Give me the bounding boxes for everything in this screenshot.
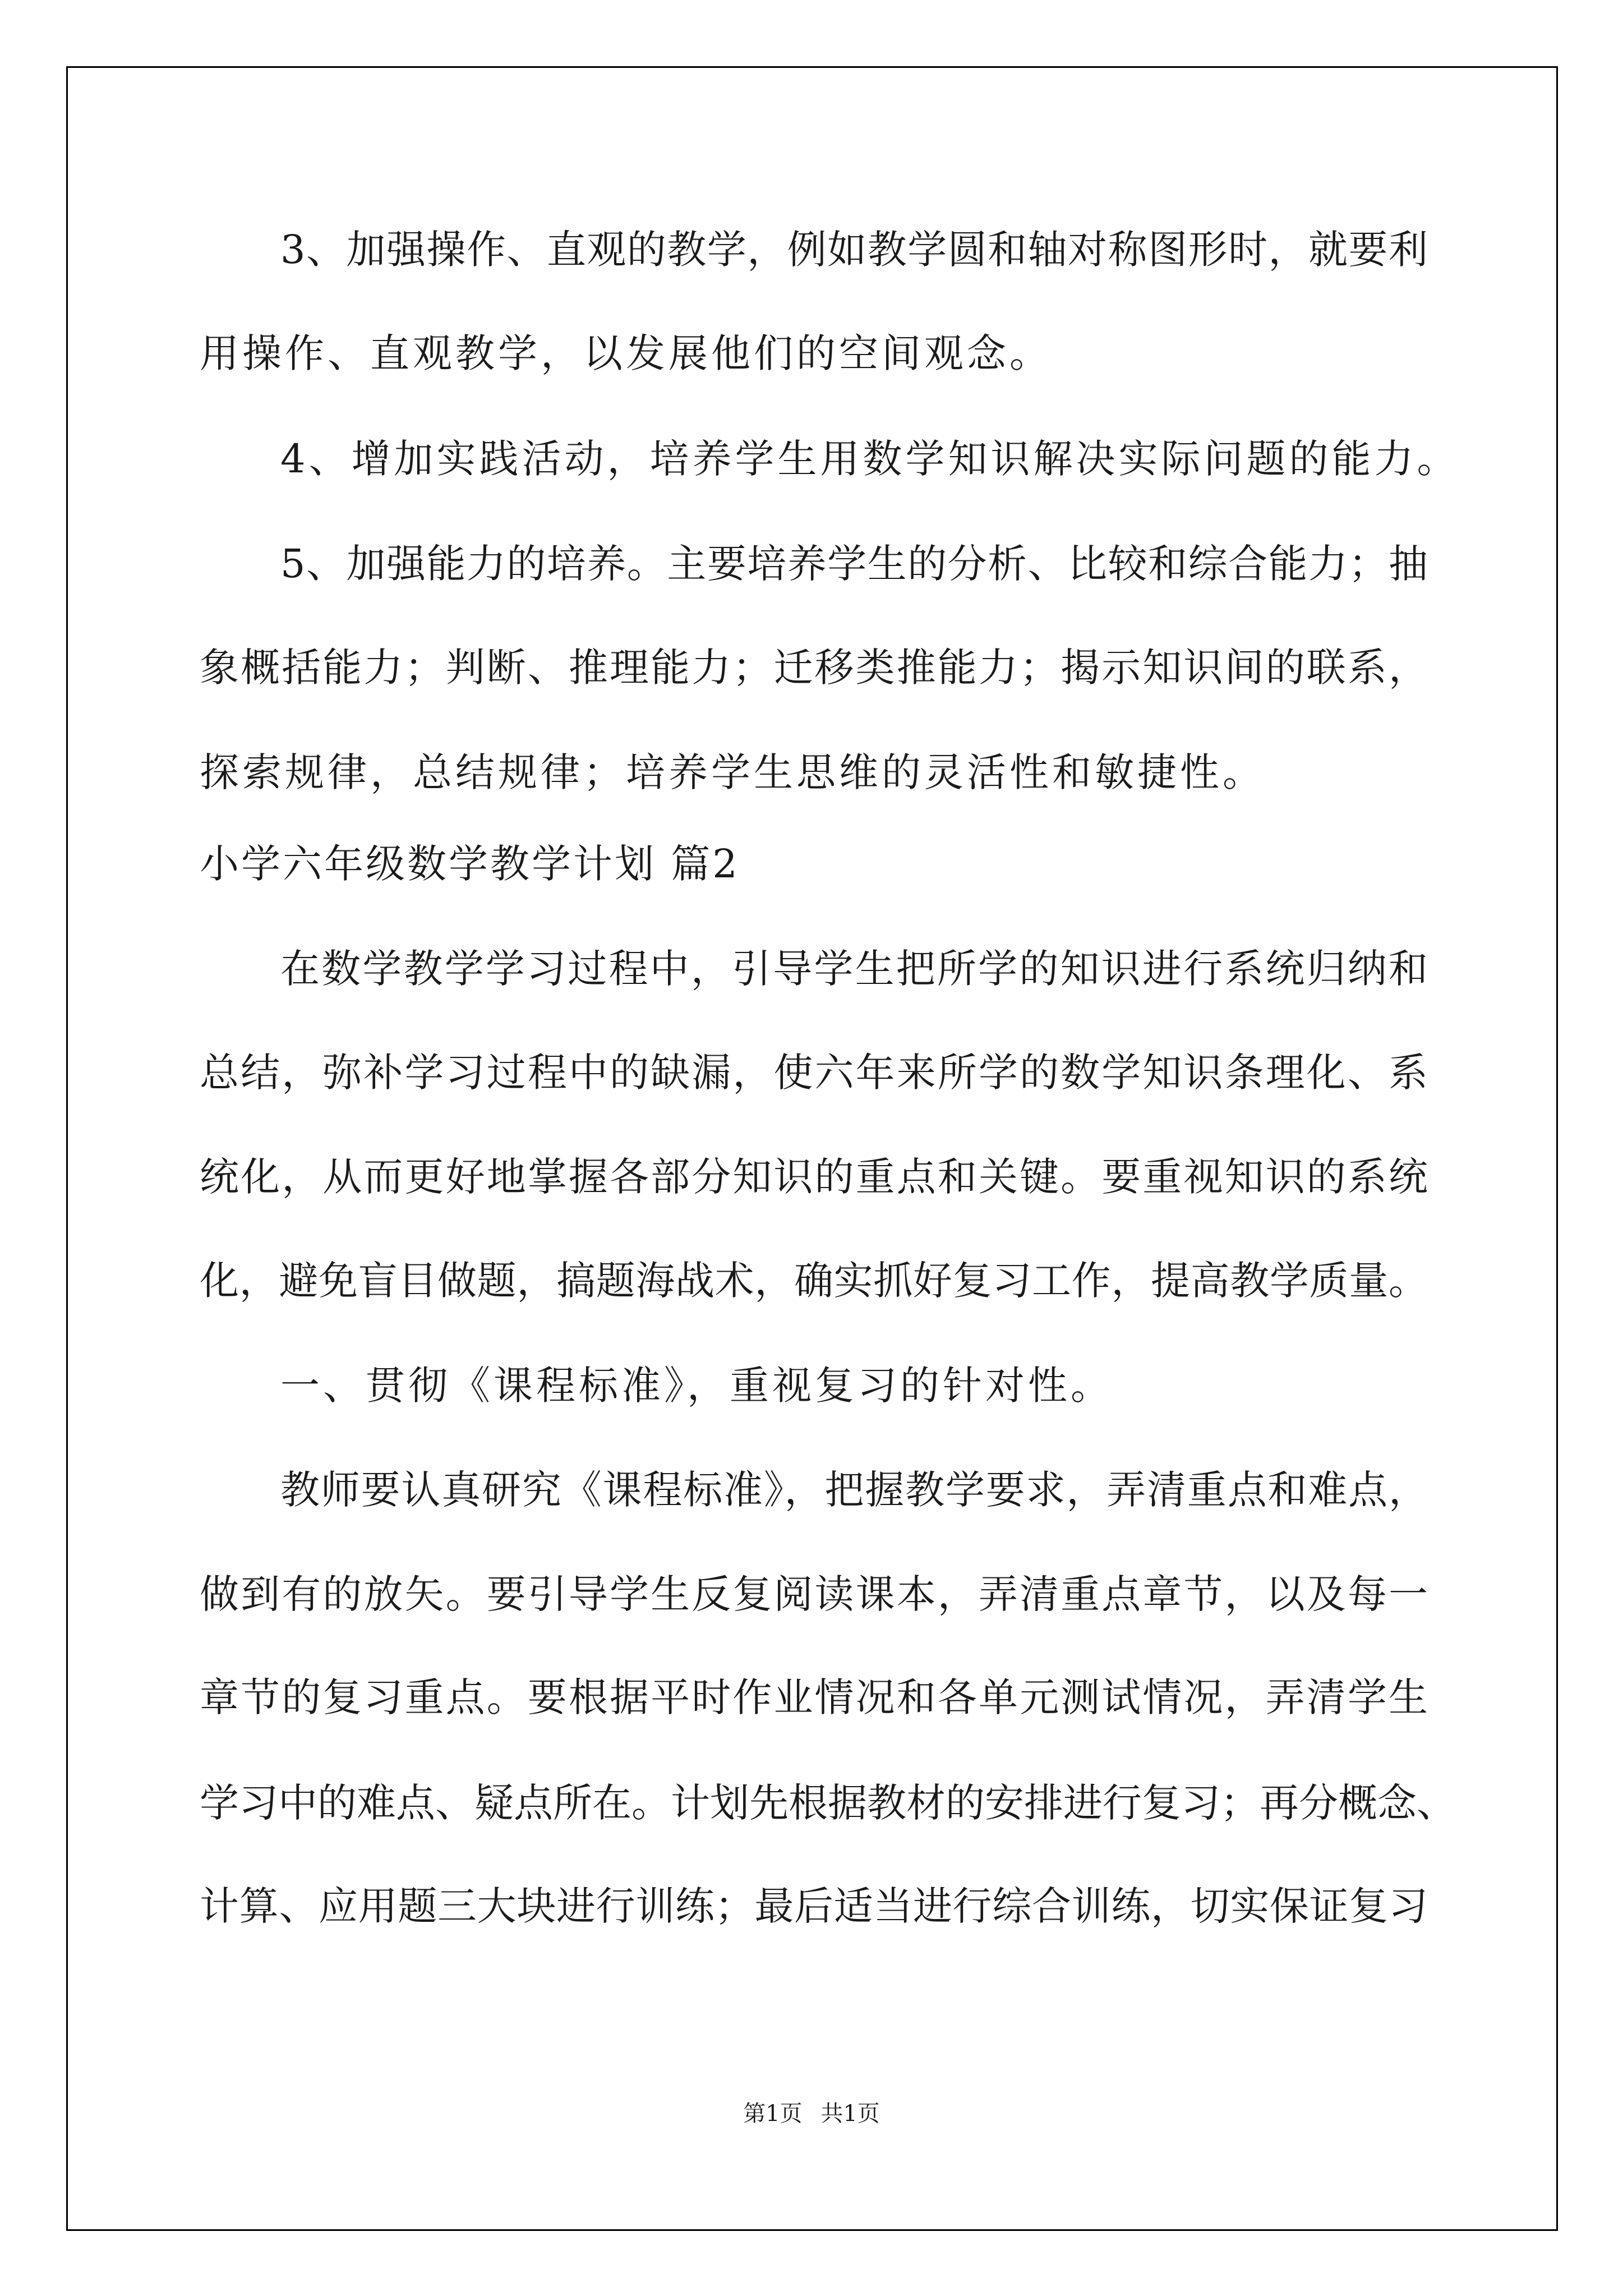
paragraph-line: 象概括能力；判断、推理能力；迁移类推能力；揭示知识间的联系， — [200, 645, 1428, 691]
page-footer — [0, 2097, 1623, 2131]
page-total: 共1页 — [820, 2101, 880, 2127]
paragraph-line: 总结，弥补学习过程中的缺漏，使六年来所学的数学知识条理化、系 — [200, 1050, 1428, 1096]
paragraph-line: 化，避免盲目做题，搞题海战术，确实抓好复习工作，提高教学质量。 — [200, 1258, 1428, 1304]
paragraph-line: 做到有的放矢。要引导学生反复阅读课本，弄清重点章节，以及每一 — [200, 1571, 1428, 1617]
page-number: 第1页 — [743, 2101, 803, 2127]
paragraph-line: 5、加强能力的培养。主要培养学生的分析、比较和综合能力；抽 — [280, 541, 1428, 587]
paragraph-line: 学习中的难点、疑点所在。计划先根据教材的安排进行复习；再分概念、 — [200, 1780, 1456, 1826]
paragraph-line: 统化，从而更好地掌握各部分知识的重点和关键。要重视知识的系统 — [200, 1154, 1428, 1200]
paragraph-line: 4、增加实践活动，培养学生用数学知识解决实际问题的能力。 — [280, 436, 1460, 482]
subheading-line: 一、贯彻《课程标准》，重视复习的针对性。 — [280, 1363, 1113, 1409]
paragraph-line: 探索规律，总结规律；培养学生思维的灵活性和敏捷性。 — [200, 749, 1265, 795]
section-heading: 小学六年级数学教学计划 篇2 — [200, 841, 740, 887]
paragraph-line: 3、加强操作、直观的教学，例如教学圆和轴对称图形时，就要利 — [280, 227, 1428, 273]
paragraph-line: 章节的复习重点。要根据平时作业情况和各单元测试情况，弄清学生 — [200, 1674, 1428, 1720]
paragraph-line: 计算、应用题三大块进行训练；最后适当进行综合训练，切实保证复习 — [200, 1883, 1428, 1929]
paragraph-line: 教师要认真研究《课程标准》，把握教学要求，弄清重点和难点， — [280, 1467, 1428, 1513]
paragraph-line: 用操作、直观教学，以发展他们的空间观念。 — [200, 330, 1052, 376]
paragraph-line: 在数学教学学习过程中，引导学生把所学的知识进行系统归纳和 — [280, 946, 1428, 992]
